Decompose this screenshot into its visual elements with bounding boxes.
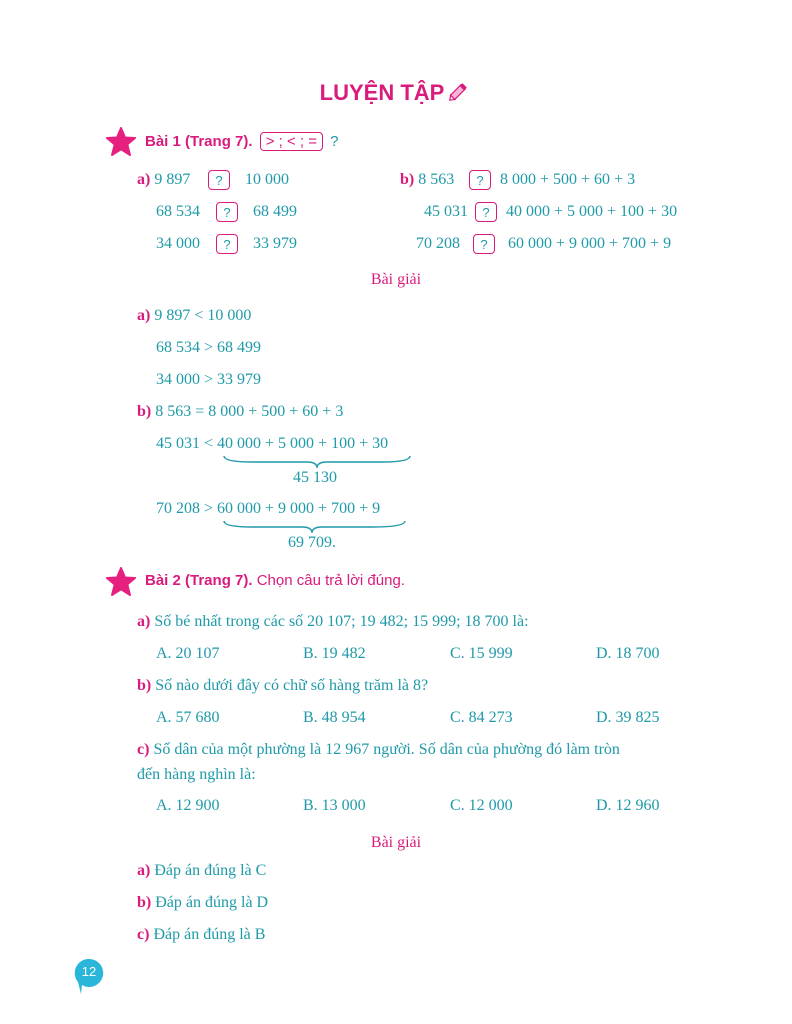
answer-label: a) — [137, 862, 151, 879]
pencil-icon — [446, 78, 472, 110]
page-number-bubble — [74, 958, 104, 988]
solution-expression: 60 000 + 9 000 + 700 + 9 — [217, 500, 381, 517]
bai2-instruction: Chọn câu trả lời đúng. — [256, 572, 405, 589]
answer-label: b) — [137, 894, 152, 911]
bai2-heading — [145, 572, 405, 589]
compare-left: 45 031 — [424, 203, 468, 220]
star-icon — [106, 567, 136, 597]
solution-text: 8 563 = 8 000 + 500 + 60 + 3 — [155, 403, 344, 420]
compare-right: 68 499 — [253, 203, 297, 220]
page-number: 12 — [81, 964, 97, 979]
question-label: b) — [137, 677, 152, 694]
option-c[interactable]: C. 12 000 — [450, 797, 513, 814]
solution-b-line-3 — [156, 500, 380, 518]
answer-a — [137, 862, 266, 880]
question-label: a) — [137, 613, 151, 630]
question-a — [137, 613, 529, 631]
answer-box[interactable]: ? — [208, 170, 230, 190]
bai1-title: Bài 1 (Trang 7). — [145, 133, 253, 150]
answer-text: Đáp án đúng là — [154, 862, 256, 879]
compare-right: 33 979 — [253, 235, 297, 252]
bai1-b-row-1 — [400, 171, 454, 189]
answer-letter: B — [254, 926, 266, 943]
answer-text: Đáp án đúng là — [155, 894, 257, 911]
question-b — [137, 677, 428, 695]
answer-box[interactable]: ? — [475, 202, 497, 222]
question-text: Số nào dưới đây có chữ số hàng trăm là 8? — [155, 677, 429, 694]
page-title — [0, 78, 792, 110]
compare-left: 68 534 — [156, 203, 200, 220]
option-d[interactable]: D. 18 700 — [596, 645, 660, 662]
part-label-b: b) — [400, 171, 415, 188]
page-title-text: LUYỆN TẬP — [319, 79, 445, 105]
option-d[interactable]: D. 12 960 — [596, 797, 660, 814]
answer-box[interactable]: ? — [473, 234, 495, 254]
compare-right: 60 000 + 9 000 + 700 + 9 — [508, 235, 672, 252]
answer-label: c) — [137, 926, 150, 943]
bai1-heading — [145, 132, 339, 151]
option-c[interactable]: C. 84 273 — [450, 709, 513, 726]
answer-letter: D — [256, 894, 269, 911]
option-b[interactable]: B. 19 482 — [303, 645, 366, 662]
answer-text: Đáp án đúng là — [153, 926, 255, 943]
answer-b — [137, 894, 268, 912]
solution-prefix: 45 031 < — [156, 435, 218, 452]
brace-sum: 45 130 — [293, 469, 337, 486]
answer-box[interactable]: ? — [469, 170, 491, 190]
solution-heading: Bài giải — [370, 834, 422, 851]
operator-box: > ; < ; = — [260, 132, 323, 151]
question-text: Số dân của một phường là 12 967 người. Số dân của phường đó làm tròn — [153, 741, 620, 758]
option-d[interactable]: D. 39 825 — [596, 709, 660, 726]
solution-b-line-2 — [156, 435, 388, 453]
compare-right: 10 000 — [245, 171, 289, 188]
compare-right: 8 000 + 500 + 60 + 3 — [500, 171, 636, 188]
solution-a-line-3: 34 000 > 33 979 — [156, 371, 262, 388]
part-label-b: b) — [137, 403, 152, 420]
brace-sum: 69 709. — [288, 534, 336, 551]
question-text-continued: đến hàng nghìn là: — [137, 766, 256, 783]
part-label-a: a) — [137, 307, 151, 324]
option-a[interactable]: A. 57 680 — [156, 709, 220, 726]
bai2-title: Bài 2 (Trang 7). — [145, 572, 253, 589]
solution-text: 9 897 < 10 000 — [154, 307, 252, 324]
option-a[interactable]: A. 12 900 — [156, 797, 220, 814]
underbrace — [222, 454, 412, 470]
option-b[interactable]: B. 13 000 — [303, 797, 366, 814]
compare-left: 70 208 — [416, 235, 460, 252]
option-b[interactable]: B. 48 954 — [303, 709, 366, 726]
part-label-a: a) — [137, 171, 151, 188]
answer-letter: C — [255, 862, 267, 879]
solution-expression: 40 000 + 5 000 + 100 + 30 — [217, 435, 389, 452]
question-text: Số bé nhất trong các số 20 107; 19 482; 15 999; 18 700 là: — [154, 613, 529, 630]
star-icon — [106, 127, 136, 157]
option-c[interactable]: C. 15 999 — [450, 645, 513, 662]
answer-c — [137, 926, 265, 944]
solution-b-line-1 — [137, 403, 343, 421]
option-a[interactable]: A. 20 107 — [156, 645, 220, 662]
solution-heading: Bài giải — [370, 271, 422, 288]
compare-left: 8 563 — [418, 171, 455, 188]
answer-box[interactable]: ? — [216, 234, 238, 254]
compare-left: 9 897 — [154, 171, 191, 188]
solution-a-line-2: 68 534 > 68 499 — [156, 339, 262, 356]
bai1-a-row-1 — [137, 171, 190, 189]
answer-box[interactable]: ? — [216, 202, 238, 222]
question-mark: ? — [330, 133, 339, 150]
question-c — [137, 741, 620, 759]
solution-a-line-1 — [137, 307, 251, 325]
underbrace — [222, 519, 412, 535]
solution-prefix: 70 208 > — [156, 500, 218, 517]
compare-left: 34 000 — [156, 235, 200, 252]
question-label: c) — [137, 741, 150, 758]
compare-right: 40 000 + 5 000 + 100 + 30 — [506, 203, 678, 220]
